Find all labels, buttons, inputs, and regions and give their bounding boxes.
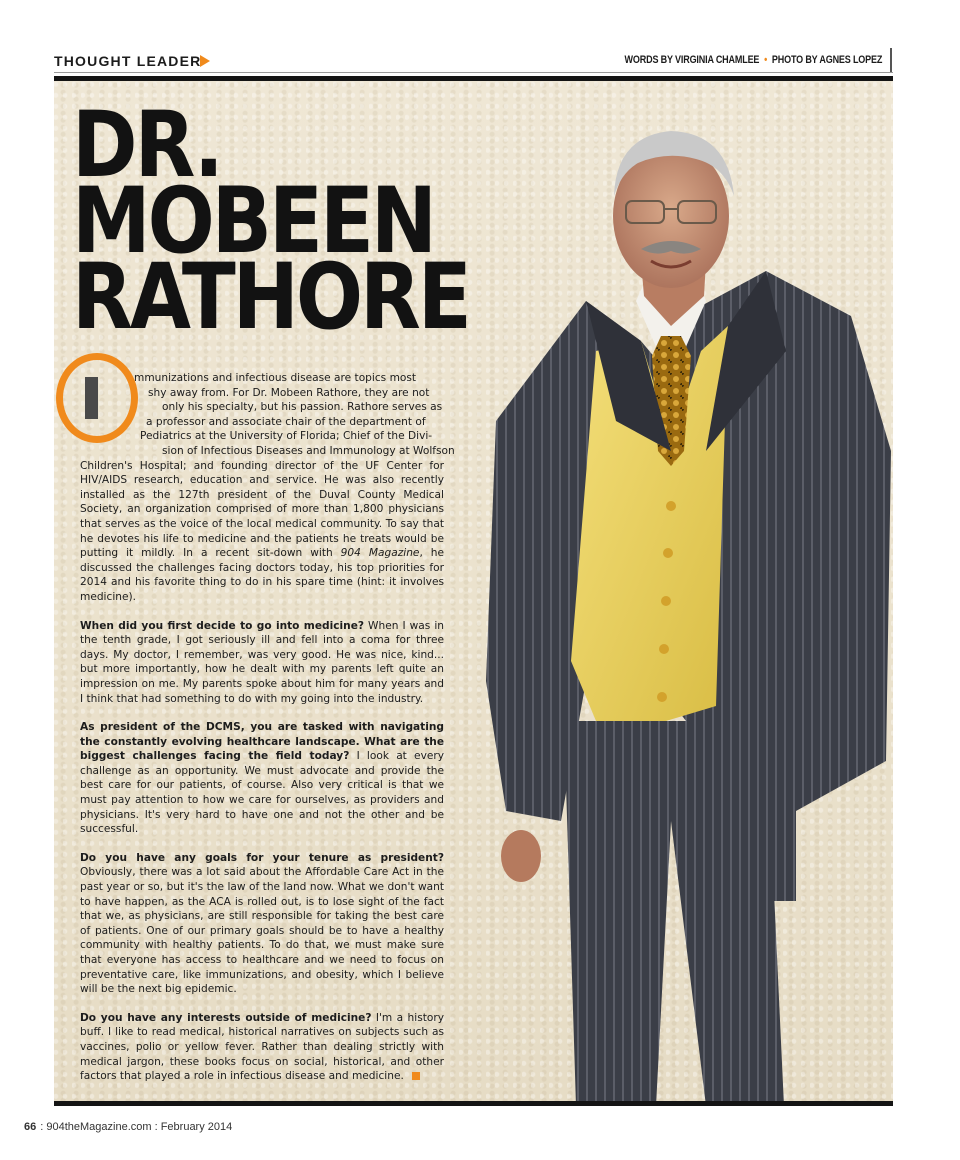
drop-cap-letter — [85, 377, 98, 419]
intro-line: shy away from. For Dr. Mobeen Rathore, they are not — [148, 386, 430, 399]
qa-answer: I look at every challenge as an opportunity. We must advocate and provide the best care for our patients, of course. Also very critical is that we must pay attention to how we care for ourselves, as providers and physicians. It's very hard to have one and not the other and be successful. — [80, 750, 444, 836]
qa-paragraph — [80, 1011, 444, 1084]
end-mark-icon — [412, 1072, 420, 1080]
section-arrow-icon — [200, 55, 210, 67]
photo-credits — [624, 54, 882, 66]
qa-question: When did you first decide to go into medicine? — [80, 619, 365, 632]
portrait-photo — [466, 121, 893, 1106]
credit-words: WORDS BY VIRGINIA CHAMLEE — [624, 54, 760, 66]
feature-panel — [54, 76, 893, 1106]
qa-answer: When I was in the tenth grade, I got seriously ill and fell into a coma for three days. My doctor, I remember, was very good. He was nice, kind... but more importantly, how he dealt with my parents left quite an impression on me. My parents spoke about him for many years and I think that had something to do with my going into the industry. — [80, 619, 444, 705]
intro-paragraph — [80, 459, 444, 605]
intro-line: a professor and associate chair of the department of — [146, 415, 426, 428]
headline — [72, 92, 469, 350]
headline-line: RATHORE — [72, 243, 469, 350]
qa-question: As president of the DCMS, you are tasked with navigating the constantly evolving healthcare landscape. What are the biggest challenges facing the field today? — [80, 721, 444, 763]
intro-line: sion of Infectious Diseases and Immunology at Wolfson — [162, 445, 455, 457]
credit-photo: PHOTO BY AGNES LOPEZ — [771, 54, 882, 66]
magazine-name: 904 Magazine — [340, 547, 420, 560]
credit-separator: • — [763, 54, 767, 66]
headline-line: MOBEEN — [72, 167, 435, 274]
qa-answer: Obviously, there was a lot said about the Affordable Care Act in the past year or so, but it's the law of the land now. What we don't want to have happen, as the ACA is rolled out, is to lose sight of the fact that we, as physicians, are still responsible for taking the best care of patients. One of our primary goals should be to have a healthy community with healthy patients. To do that, we must make sure that everyone has access to healthcare and we need to focus on preventative care, like immunizations, and obesity, which I believe will be the next big epidemic. — [80, 866, 444, 996]
qa-paragraph — [80, 619, 444, 707]
section-label: THOUGHT LEADER — [54, 53, 202, 69]
intro-line: mmunizations and infectious disease are topics most — [134, 372, 417, 384]
intro-line: only his specialty, but his passion. Rathore serves as — [162, 401, 443, 414]
qa-question: Do you have any goals for your tenure as president? — [80, 851, 444, 864]
intro-line: Pediatrics at the University of Florida; Chief of the Divi- — [140, 430, 433, 443]
top-rule — [54, 72, 893, 73]
qa-paragraph — [80, 851, 444, 997]
page-footer — [24, 1121, 232, 1133]
qa-question: Do you have any interests outside of medicine? — [80, 1011, 372, 1024]
article-body — [80, 459, 444, 1084]
headline-line: DR. — [72, 92, 221, 198]
footer-publication: : 904theMagazine.com : February 2014 — [40, 1121, 233, 1133]
qa-answer: I'm a history buff. I like to read medical, historical narratives on subjects such as vaccines, polio or yellow fever. Rather than dealing strictly with medical jargon, these books focus on social, historical, and other factors that played a role in infectious disease and medicine. — [80, 1011, 444, 1083]
credit-rule — [890, 48, 892, 72]
intro-text: Children's Hospital; and founding director of the UF Center for HIV/AIDS research, education and service. He was also recently installed as the 127th president of the Duval County Medical Society, an organization comprised of more than 1,800 physicians that serves as the voice of the local medical community. To say that he devotes his life to medicine and the patients he treats would be putting it mildly. In a recent sit-down with — [80, 459, 444, 560]
intro-text: , he discussed the challenges facing doctors today, his top priorities for 2014 and his favorite thing to do in his spare time (hint: it involves medicine). — [80, 547, 445, 603]
page-number: 66 — [24, 1121, 37, 1133]
qa-paragraph — [80, 720, 444, 837]
